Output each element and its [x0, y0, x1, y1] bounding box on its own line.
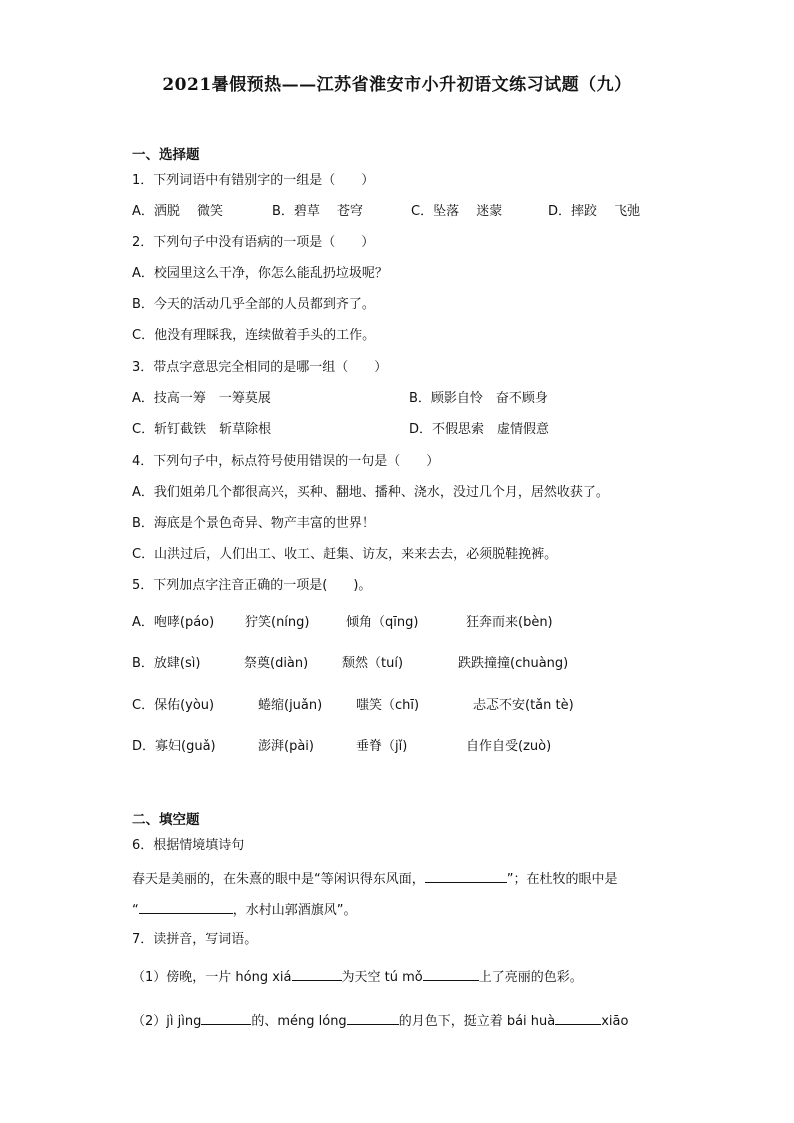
q6-text-2: ”；在杜牧的眼中是	[506, 872, 618, 887]
question-7-sentence-2	[132, 1011, 628, 1030]
section-heading-choice: 一、选择题	[132, 147, 200, 163]
q7-2-text-2: 的、méng lóng	[251, 1014, 347, 1029]
q4-option-c[interactable]: C．山洪过后，人们出工、收工、赶集、访友，来来去去，必须脱鞋挽裤。	[132, 547, 558, 562]
q7-1-answer-blank-1[interactable]	[292, 967, 342, 981]
q5-c-word-3: 嗤笑（chī)	[356, 698, 420, 713]
question-3-options-row-2	[132, 422, 652, 438]
q7-1-text-2: 为天空 tú mǒ	[341, 970, 423, 985]
q5-b-word-2: 祭奠(diàn)	[244, 656, 309, 671]
q7-2-answer-blank-1[interactable]	[201, 1011, 251, 1025]
q5-option-c[interactable]	[132, 698, 652, 714]
page-title: 2021暑假预热——江苏省淮安市小升初语文练习试题（九）	[162, 75, 632, 95]
q5-a-word-1: A．咆哮(páo)	[132, 615, 215, 630]
q2-option-a[interactable]: A．校园里这么干净，你怎么能乱扔垃圾呢？	[132, 266, 388, 281]
q5-d-word-3: 垂脊（jǐ)	[356, 739, 408, 754]
question-1-options	[132, 204, 652, 220]
q5-c-word-1: C．保佑(yòu)	[132, 698, 215, 713]
q5-d-word-2: 澎湃(pài)	[258, 739, 314, 754]
q3-option-b[interactable]: B．顾影自怜 奋不顾身	[409, 391, 548, 406]
q5-a-word-2: 狞笑(níng)	[245, 615, 310, 630]
q7-2-text-4: xiāo	[601, 1014, 629, 1029]
q1-option-c[interactable]: C．坠落 迷蒙	[411, 204, 503, 219]
question-3-stem: 3．带点字意思完全相同的是哪一组（ ）	[132, 360, 388, 375]
q6-answer-blank-1[interactable]	[425, 869, 507, 883]
question-7-stem: 7．读拼音，写词语。	[132, 932, 258, 947]
q7-1-answer-blank-2[interactable]	[423, 967, 479, 981]
q1-option-d[interactable]: D．摔跤 飞弛	[548, 204, 641, 219]
q1-option-b[interactable]: B．碧草 苍穹	[272, 204, 364, 219]
section-heading-fill: 二、填空题	[132, 812, 200, 828]
q5-option-a[interactable]	[132, 615, 652, 631]
q7-2-text-3: 的月色下，挺立着 bái huà	[398, 1014, 556, 1029]
q5-option-b[interactable]	[132, 656, 652, 672]
q1-option-a[interactable]: A．洒脱 微笑	[132, 204, 224, 219]
question-6-line-2	[132, 900, 357, 919]
question-4-stem: 4．下列句子中，标点符号使用错误的一句是（ ）	[132, 454, 440, 469]
q5-d-word-4: 自作自受(zuò)	[466, 739, 552, 754]
question-1-stem: 1．下列词语中有错别字的一组是（ ）	[132, 173, 375, 188]
q6-answer-blank-2[interactable]	[139, 900, 233, 914]
q5-a-word-3: 倾角（qīng)	[346, 615, 419, 630]
q6-text-3: “	[132, 903, 139, 918]
question-6-line-1	[132, 869, 618, 888]
q7-1-text-1: （1）傍晚，一片 hóng xiá	[132, 970, 292, 985]
q3-option-d[interactable]: D．不假思索 虚情假意	[409, 422, 550, 437]
q5-b-word-1: B．放肆(sì)	[132, 656, 201, 671]
q2-option-b[interactable]: B．今天的活动几乎全部的人员都到齐了。	[132, 297, 375, 312]
q4-option-b[interactable]: B．海底是个景色奇异、物产丰富的世界！	[132, 516, 375, 531]
question-6-stem: 6．根据情境填诗句	[132, 838, 245, 853]
q3-option-a[interactable]: A．技高一筹 一筹莫展	[132, 391, 271, 406]
q6-text-4: ，水村山郭酒旗风”。	[232, 903, 357, 918]
q7-1-text-3: 上了亮丽的色彩。	[478, 970, 583, 985]
q2-option-c[interactable]: C．他没有理睬我，连续做着手头的工作。	[132, 328, 376, 343]
question-5-stem: 5．下列加点字注音正确的一项是( )。	[132, 578, 372, 593]
question-2-stem: 2．下列句子中没有语病的一项是（ ）	[132, 235, 375, 250]
q4-option-a[interactable]: A．我们姐弟几个都很高兴，买种、翻地、播种、浇水，没过几个月，居然收获了。	[132, 485, 609, 500]
q5-option-d[interactable]	[132, 739, 652, 755]
q5-c-word-4: 忐忑不安(tǎn tè)	[473, 698, 574, 713]
q3-option-c[interactable]: C．斩钉截铁 斩草除根	[132, 422, 272, 437]
q6-text-1: 春天是美丽的，在朱熹的眼中是“等闲识得东风面，	[132, 872, 425, 887]
q5-c-word-2: 蜷缩(juǎn)	[258, 698, 323, 713]
question-7-sentence-1	[132, 967, 583, 986]
q7-2-answer-blank-3[interactable]	[555, 1011, 601, 1025]
q5-a-word-4: 狂奔而来(bèn)	[466, 615, 553, 630]
q5-d-word-1: D．寡妇(guǎ)	[132, 739, 216, 754]
q7-2-text-1: （2）jì jìng	[132, 1014, 202, 1029]
question-3-options-row-1	[132, 391, 652, 407]
q7-2-answer-blank-2[interactable]	[347, 1011, 399, 1025]
q5-b-word-4: 跌跌撞撞(chuàng)	[458, 656, 569, 671]
q5-b-word-3: 颓然（tuí)	[342, 656, 404, 671]
